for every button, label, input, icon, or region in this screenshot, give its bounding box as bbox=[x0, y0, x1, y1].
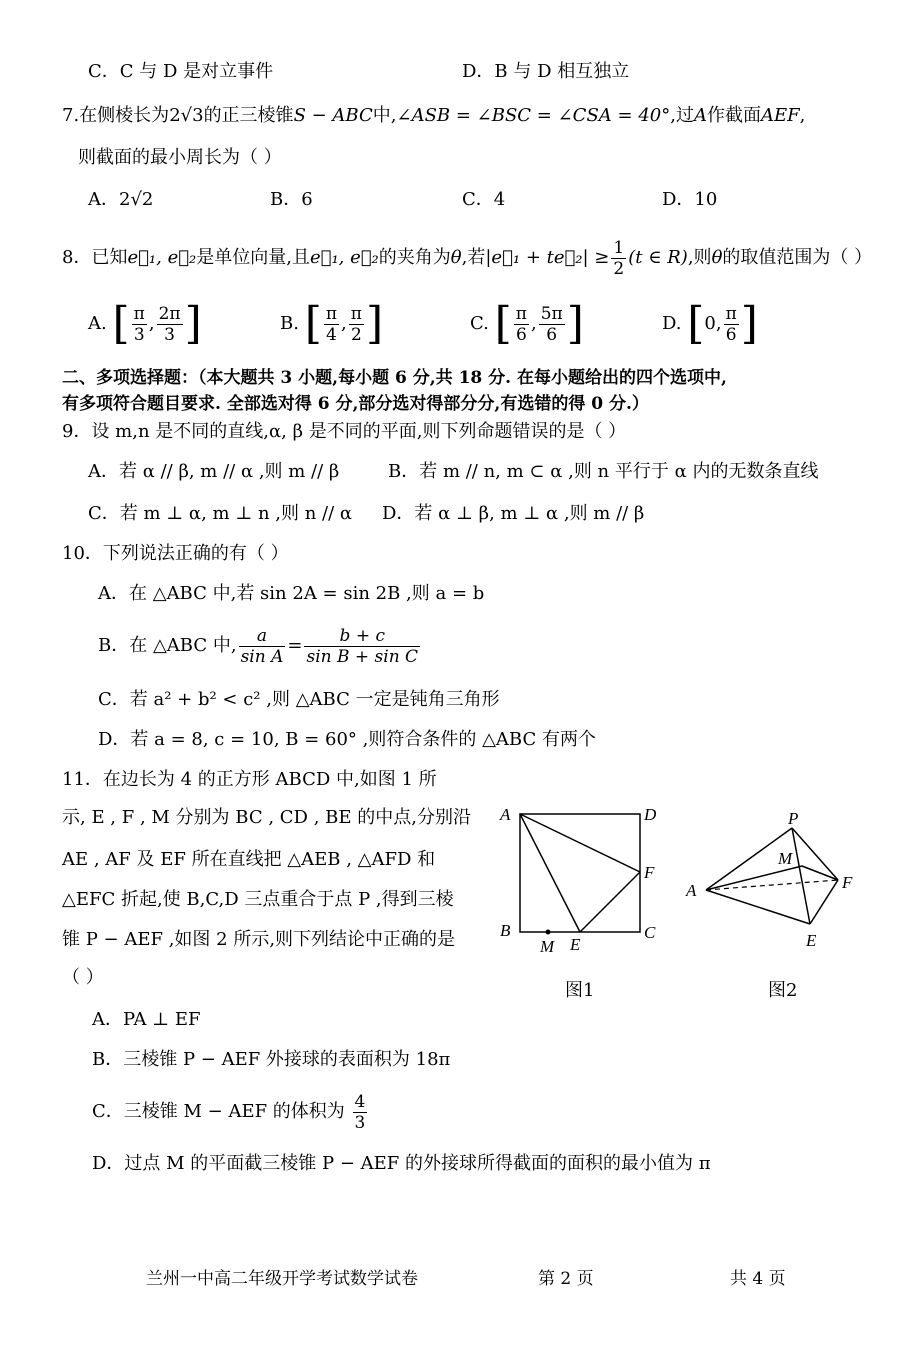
frac-num: π bbox=[133, 303, 145, 324]
q7-stem-part: 7.在侧棱长为 bbox=[62, 105, 170, 126]
q8-frac-num: 1 bbox=[613, 237, 625, 258]
q7-line2: 则截面的最小周长为（ ） bbox=[78, 147, 282, 168]
q10-option-b bbox=[98, 622, 422, 670]
left-bracket-icon: [ bbox=[687, 298, 705, 349]
left-bracket-icon: [ bbox=[304, 298, 322, 349]
right-bracket-icon: ] bbox=[566, 298, 584, 349]
left-bracket-icon: [ bbox=[112, 298, 130, 349]
q8-stem-part: e⃗₁, e⃗₂ bbox=[127, 247, 197, 268]
fig2-label-M: M bbox=[778, 849, 793, 868]
right-bracket-icon: ] bbox=[740, 298, 758, 349]
q11-line5: 锥 P − AEF ,如图 2 所示,则下列结论中正确的是 bbox=[62, 929, 456, 950]
q8-option-a: A. [ $\frac{\pi}{3}$ , $\frac{2\pi}{3}$ ] bbox=[88, 298, 202, 349]
interval-hi bbox=[157, 304, 183, 345]
frac-den: 6 bbox=[546, 324, 558, 345]
q11-c-fraction bbox=[353, 1092, 368, 1133]
q10-option-d: D．若 a = 8, c = 10, B = 60° ,则符合条件的 △ABC 有两个 bbox=[98, 729, 596, 750]
interval-lo: 0, bbox=[704, 313, 722, 334]
frac-den: 3 bbox=[133, 324, 145, 345]
fig2-label-A: A bbox=[686, 881, 697, 900]
frac-num: a bbox=[239, 626, 286, 647]
q7-stem bbox=[62, 104, 805, 128]
q8-stem-part: |e⃗₁ + te⃗₂| ≥ bbox=[485, 247, 610, 268]
q7-option-b: B．6 bbox=[270, 189, 313, 210]
fig1-label-F: F bbox=[644, 863, 655, 882]
fig2-label-E: E bbox=[806, 931, 817, 950]
right-bracket-icon: ] bbox=[184, 298, 202, 349]
fig2-label-F: F bbox=[842, 873, 853, 892]
fig1-label-A: A bbox=[500, 805, 511, 824]
frac-num: π bbox=[515, 303, 527, 324]
figure-2-tetrahedron bbox=[680, 804, 870, 954]
q11-line1: 11．在边长为 4 的正方形 ABCD 中,如图 1 所 bbox=[62, 769, 437, 790]
frac-den: 4 bbox=[326, 324, 337, 345]
interval-lo bbox=[324, 304, 339, 345]
q7-stem-part: S − ABC bbox=[293, 105, 373, 126]
q11-option-c bbox=[92, 1088, 369, 1136]
frac-num: π bbox=[725, 303, 737, 324]
option-label: A. bbox=[88, 313, 107, 334]
q7-stem-part: 2√3 bbox=[169, 105, 204, 126]
q8-option-b: B. [ $\frac{\pi}{4}$ , $\frac{\pi}{2}$ ] bbox=[280, 298, 384, 349]
frac-den: 6 bbox=[725, 324, 737, 345]
q11-c-prefix: C．三棱锥 M − AEF 的体积为 bbox=[92, 1101, 345, 1122]
q8-stem-part: ,若 bbox=[461, 247, 486, 268]
q9-stem: 9．设 m,n 是不同的直线,α, β 是不同的平面,则下列命题错误的是（ ） bbox=[62, 421, 627, 442]
fig1-label-B: B bbox=[500, 921, 511, 940]
frac-den: 3 bbox=[354, 1112, 366, 1133]
interval-lo bbox=[132, 304, 147, 345]
q8-fraction bbox=[611, 238, 626, 279]
frac-den: sin A bbox=[240, 646, 284, 667]
q7-stem-part: ∠ASB = ∠BSC = ∠CSA = 40° bbox=[396, 105, 671, 126]
q9-option-d: D．若 α ⊥ β, m ⊥ α ,则 m // β bbox=[382, 503, 645, 524]
frac-num: π bbox=[325, 303, 338, 324]
frac-den: 6 bbox=[515, 324, 527, 345]
fig1-label-M: M bbox=[540, 937, 555, 956]
option-label: D. bbox=[662, 313, 682, 334]
frac-num: b + c bbox=[304, 626, 420, 647]
q8-stem-part: 是单位向量,且 bbox=[196, 247, 310, 268]
option-label: B. bbox=[280, 313, 299, 334]
q8-stem-part: 的夹角为 bbox=[378, 247, 451, 268]
q7-option-c: C．4 bbox=[462, 189, 506, 210]
q8-stem-part: θ bbox=[711, 247, 723, 268]
interval-hi bbox=[349, 304, 364, 345]
frac-num: π bbox=[350, 303, 362, 324]
q11-option-b: B．三棱锥 P − AEF 外接球的表面积为 18π bbox=[92, 1049, 451, 1070]
q7-stem-part: 作截面 bbox=[706, 105, 761, 126]
q8-stem-part: 8．已知 bbox=[62, 247, 128, 268]
left-bracket-icon: [ bbox=[494, 298, 512, 349]
interval-hi bbox=[539, 304, 565, 345]
q10-b-frac2 bbox=[304, 626, 420, 667]
q8-option-c: C. [ $\frac{\pi}{6}$ , $\frac{5\pi}{6}$ ] bbox=[470, 298, 584, 349]
frac-den: sin B + sin C bbox=[306, 646, 419, 667]
q10-b-eq: = bbox=[287, 635, 303, 656]
q6-option-c: C．C 与 D 是对立事件 bbox=[88, 61, 274, 82]
figure-1-square bbox=[490, 798, 670, 958]
q10-b-frac1 bbox=[239, 626, 286, 667]
section2-heading-line2: 有多项符合题目要求. 全部选对得 6 分,部分选对得部分分,有选错的得 0 分.） bbox=[62, 394, 649, 414]
frac-num: 5π bbox=[540, 303, 563, 324]
frac-den: 2 bbox=[350, 324, 362, 345]
fig1-label-C: C bbox=[644, 923, 656, 942]
q7-stem-part: 的正三棱锥 bbox=[203, 105, 294, 126]
q8-stem-part: (t ∈ R) bbox=[628, 247, 688, 268]
q8-stem-part: ,则 bbox=[687, 247, 712, 268]
q6-option-d: D．B 与 D 相互独立 bbox=[462, 61, 630, 82]
q9-option-b: B．若 m // n, m ⊂ α ,则 n 平行于 α 内的无数条直线 bbox=[388, 461, 819, 482]
q7-stem-part: , bbox=[799, 105, 806, 126]
q9-option-a: A．若 α // β, m // α ,则 m // β bbox=[88, 461, 340, 482]
frac-num: 4 bbox=[354, 1091, 366, 1112]
q7-stem-part: A bbox=[693, 105, 707, 126]
fig2-label-P: P bbox=[788, 809, 799, 828]
q9-option-c: C．若 m ⊥ α, m ⊥ n ,则 n // α bbox=[88, 503, 353, 524]
q8-stem-part: θ bbox=[450, 247, 462, 268]
figure-1-caption: 图1 bbox=[565, 980, 595, 1001]
q7-stem-part: ,过 bbox=[670, 105, 694, 126]
section2-heading-line1: 二、多项选择题：（本大题共 3 小题,每小题 6 分,共 18 分. 在每小题给出的四个选项中, bbox=[62, 368, 727, 388]
q11-option-a: A．PA ⊥ EF bbox=[92, 1009, 201, 1030]
q11-line3: AE , AF 及 EF 所在直线把 △AEB , △AFD 和 bbox=[62, 849, 436, 870]
q7-option-d: D．10 bbox=[662, 189, 718, 210]
q8-stem-part: 的取值范围为（ ） bbox=[722, 247, 873, 268]
footer-title: 兰州一中高二年级开学考试数学试卷 bbox=[146, 1269, 418, 1289]
fig1-label-E: E bbox=[570, 935, 581, 954]
option-label: C. bbox=[470, 313, 489, 334]
q7-stem-part: AEF bbox=[760, 105, 800, 126]
footer-page-number: 第 2 页 bbox=[538, 1269, 594, 1289]
q11-option-d: D．过点 M 的平面截三棱锥 P − AEF 的外接球所得截面的面积的最小值为 π bbox=[92, 1153, 711, 1174]
frac-den: 3 bbox=[164, 324, 175, 345]
q10-b-prefix: B．在 △ABC 中, bbox=[98, 635, 237, 656]
q10-stem: 10．下列说法正确的有（ ） bbox=[62, 543, 289, 564]
q10-option-a: A．在 △ABC 中,若 sin 2A = sin 2B ,则 a = b bbox=[98, 583, 485, 604]
q11-line2: 示, E , F , M 分别为 BC , CD , BE 的中点,分别沿 bbox=[62, 807, 471, 828]
figure-2-caption: 图2 bbox=[768, 980, 798, 1001]
q8-option-d bbox=[662, 300, 758, 348]
right-bracket-icon: ] bbox=[365, 298, 384, 349]
q7-stem-part: 中, bbox=[372, 105, 397, 126]
q11-line6: （ ） bbox=[62, 967, 104, 988]
q8-stem-part: e⃗₁, e⃗₂ bbox=[309, 247, 379, 268]
fig1-label-D: D bbox=[644, 805, 657, 824]
frac-num: 2π bbox=[158, 303, 181, 324]
footer-total-pages: 共 4 页 bbox=[730, 1269, 786, 1289]
q11-line4: △EFC 折起,使 B,C,D 三点重合于点 P ,得到三棱 bbox=[62, 889, 454, 910]
interval-hi bbox=[724, 304, 739, 345]
q8-frac-den: 2 bbox=[613, 258, 625, 279]
interval-lo bbox=[514, 304, 529, 345]
q8-stem bbox=[62, 236, 872, 280]
q10-option-c: C．若 a² + b² < c² ,则 △ABC 一定是钝角三角形 bbox=[98, 689, 500, 710]
q7-option-a: A．2√2 bbox=[88, 189, 154, 210]
